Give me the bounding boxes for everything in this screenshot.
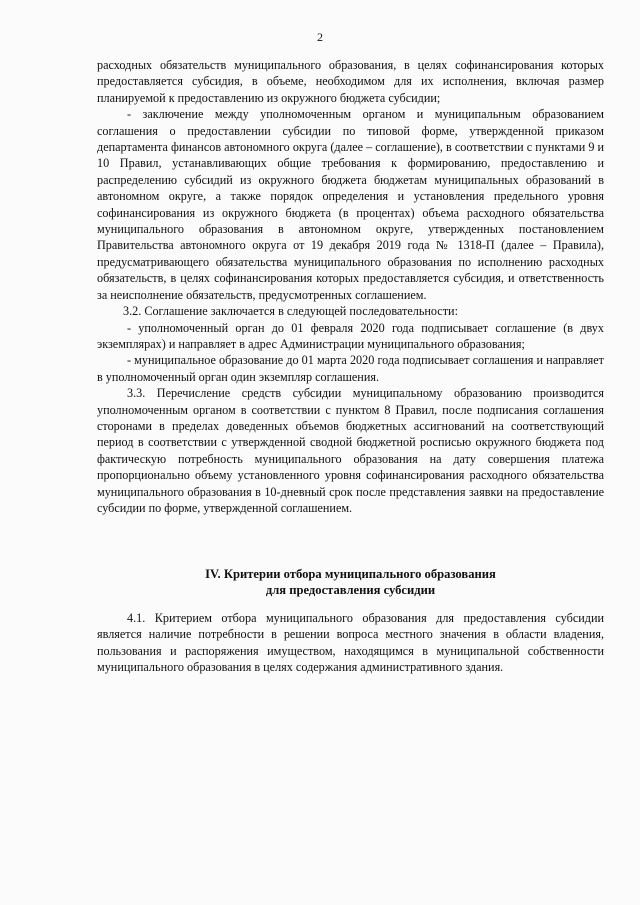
paragraph: - уполномоченный орган до 01 февраля 2020 года подписывает соглашение (в двух экземплярах) и направляет в адрес Администрации муниципального образования; [97, 320, 604, 351]
section-heading-line: для предоставления субсидии [265, 582, 436, 597]
body-text [97, 57, 604, 516]
paragraph: 4.1. Критерием отбора муниципального образования для предоставления субсидии является наличие потребности в решении вопроса местного значения в области владения, пользования и распоряжения имуществом, находящимся в муниципальной собственности муниципального образования в целях содержания административного здания. [97, 611, 604, 675]
paragraph: 3.3. Перечисление средств субсидии муниципальному образованию производится уполномоченным органом в соответствии с пунктом 8 Правил, после подписания соглашения сторонами в пределах доведенных объемов бюджетных ассигнований на соответствующий период в соответствии с утвержденной сводной бюджетной росписью окружного бюджета под фактическую потребность муниципального образования на дату совершения платежа пропорционально объему установленного уровня софинансирования расходного обязательства муниципального образования в 10-дневный срок после представления заявки на предоставление субсидии по форме, утвержденной соглашением. [97, 386, 604, 515]
section-body [97, 610, 604, 676]
paragraph: - заключение между уполномоченным органом и муниципальным образованием соглашения о предоставлении субсидии по типовой форме, утвержденной приказом департамента финансов автономного округа (далее – соглашение), в соответствии с пунктами 9 и 10 Правил, устанавливающих общие требования к формированию, предоставлению и распределению субсидий из окружного бюджета бюджетам муниципальных образований в автономном округе, а также порядок определения и установления предельного уровня софинансирования из окружного бюджета (в процентах) объема расходного обязательства муниципального образования в автономном округе, утвержденных постановлением Правительства автономного округа от 19 декабря 2019 года № 1318-П (далее – Правила), предусматривающего обязательства муниципального образования по исполнению расходных обязательств, в целях софинансирования которых предоставляется субсидия, и ответственность за неисполнение обязательств, предусмотренных соглашением. [97, 107, 604, 302]
paragraph: 3.2. Соглашение заключается в следующей последовательности: [123, 304, 458, 319]
page-number: 2 [317, 30, 323, 44]
section-heading-line: IV. Критерии отбора муниципального образования [205, 567, 496, 581]
section-heading [97, 567, 604, 598]
paragraph: - муниципальное образование до 01 марта 2020 года подписывает соглашения и направляет в уполномоченный орган один экземпляр соглашения. [97, 353, 604, 384]
paragraph: расходных обязательств муниципального образования, в целях софинансирования которых предоставляется субсидия, в объеме, необходимом для их исполнения, включая размер планируемой к предоставлению из окружного бюджета субсидии; [97, 58, 604, 105]
